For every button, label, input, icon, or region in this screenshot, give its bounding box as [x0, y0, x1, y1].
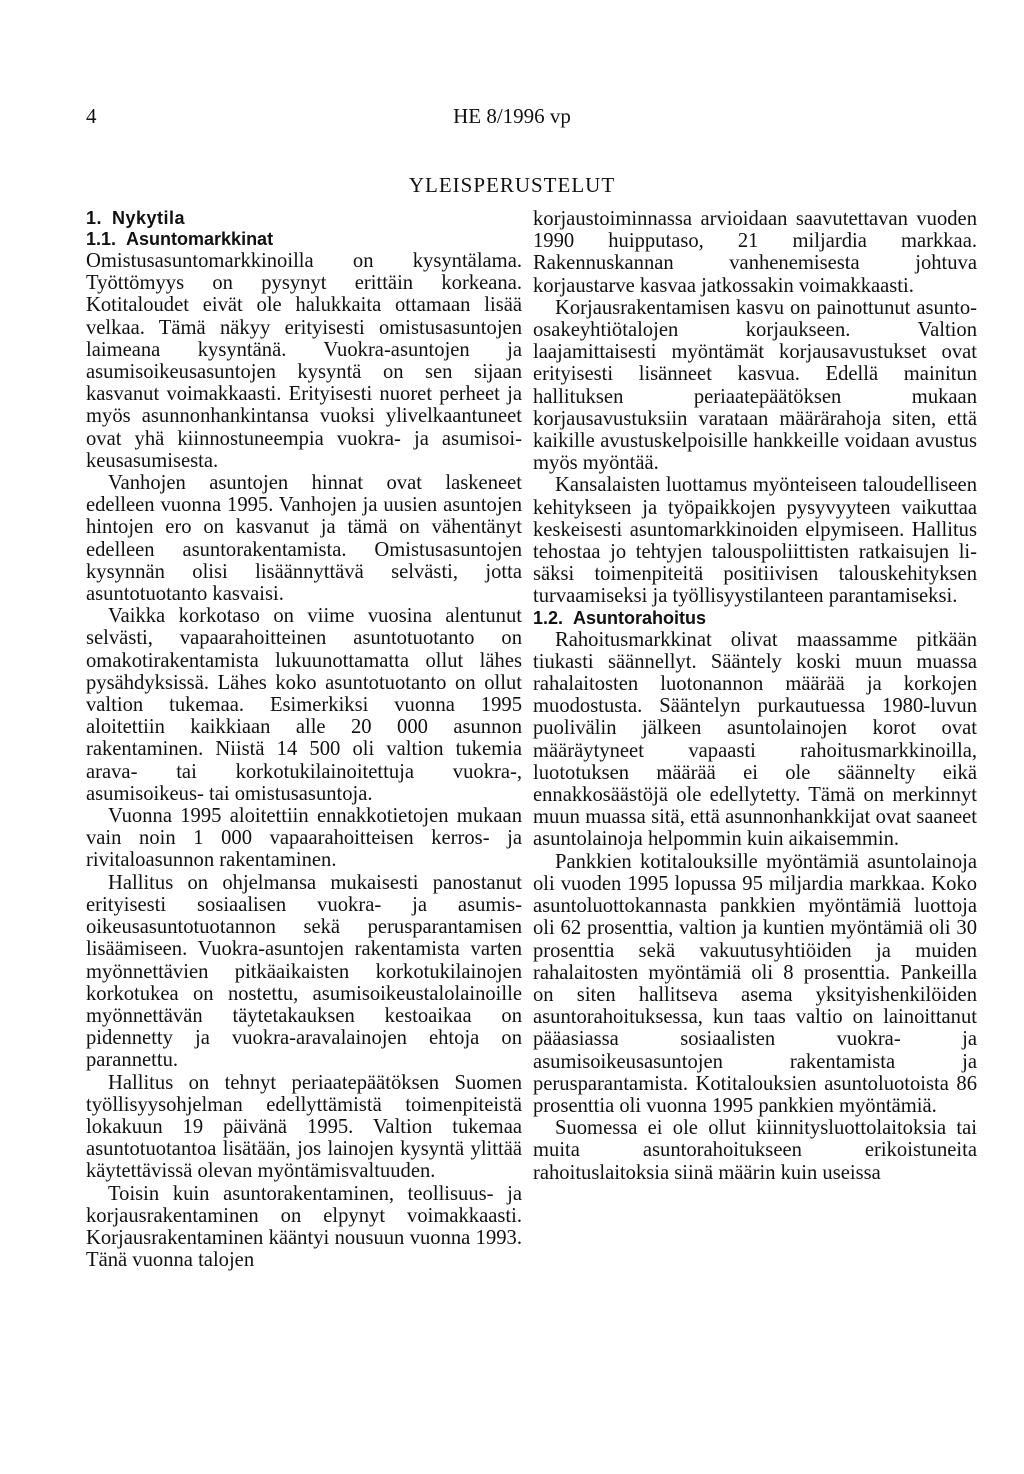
- paragraph: Hallitus on tehnyt periaatepäätöksen Suomen työllisyysohjelman edellyttämistä toimenpiteistä lokakuun 19 päivänä 1995. Valtion tukemaa asuntotuotantoa lisätään, jos lainojen kysyntä ylittää käytettävissä olevan myöntämisvaltuuden.: [86, 1071, 522, 1183]
- heading-title: Asuntomarkkinat: [126, 229, 274, 249]
- paragraph: Vanhojen asuntojen hinnat ovat laskeneet edelleen vuonna 1995. Vanhojen ja uusien asuntojen hintojen ero on kasvanut ja tämä on vähentänyt edelleen asuntorakentamista. Omistusasuntojen kysynnän olisi lisäännyttävä selvästi, jotta asuntotuotanto kasvaisi.: [86, 472, 522, 606]
- right-column: [533, 208, 977, 1184]
- paragraph: Korjausrakentamisen kasvu on painottunut asunto-osakeyhtiötalojen korjaukseen. Valtion laajamittaisesti myöntämät korjausavustukset ovat erityisesti lisänneet kasvua. Edellä mainitun hallituksen periaatepäätöksen mukaan korjausavustuksiin varataan määrärahoja siten, että kaikille avustuskelpoisille hankkeille voidaan avustus myös myöntää.: [533, 296, 977, 475]
- paragraph: Rahoitusmarkkinat olivat maassamme pitkään tiukasti säännellyt. Sääntely koski muun muassa rahalaitosten luotonannon määrää ja korkojen muodostusta. Sääntelyn purkautuessa 1980-luvun puolivälin jälkeen asuntolainojen korot ovat määräytyneet vapaasti rahoitusmarkkinoilla, luototuksen määrää ei ole säännelty eikä ennakkosäästöjä ole edellytetty. Tämä on merkinnyt muun muassa sitä, että asunnonhankkijat ovat saaneet asuntolainoja helpommin kuin aikaisemmin.: [533, 628, 977, 851]
- left-column: [86, 208, 522, 1271]
- paragraph: korjaustoiminnassa arvioidaan saavutettavan vuoden 1990 huipputaso, 21 miljardia markkaa. Rakennuskannan vanhenemisesta johtuva korjaustarve kasvaa jatkossakin voimakkaasti.: [533, 208, 977, 297]
- heading-number: 1.1.: [86, 229, 117, 249]
- running-head: HE 8/1996 vp: [453, 104, 571, 128]
- paragraph: Hallitus on ohjelmansa mukaisesti panostanut erityisesti sosiaalisen vuokra- ja asumisoikeusasuntotuotannon sekä perusparantamisen lisäämiseen. Vuokra-asuntojen rakentamista varten myönnettävien pitkäaikaisten korkotukilainojen korkotukea on nostettu, asumisoikeustalolainoille myönnettävän täytetakauksen kestoaikaa on pidennetty ja vuokra-aravalainojen ehtoja on parannettu.: [86, 871, 522, 1072]
- paragraph: Pankkien kotitalouksille myöntämiä asuntolainoja oli vuoden 1995 lopussa 95 miljardia markkaa. Koko asuntoluottokannasta pankkien myöntämiä luottoja oli 62 prosenttia, valtion ja kuntien myöntämiä oli 30 prosenttia sekä vakuutusyhtiöiden ja muiden rahalaitosten myöntämiä oli 8 prosenttia. Pankeilla on siten hallitseva asema yksityishenkilöiden asuntorahoituksessa, kun taas valtio on lainoittanut pääasiassa sosiaalisten vuokra- ja asumisoikeusasuntojen rakentamista ja perusparantamista. Kotitalouksien asuntoluotoista 86 prosenttia oli vuonna 1995 pankkien myöntämiä.: [533, 850, 977, 1117]
- heading-asuntorahoitus: [533, 608, 977, 629]
- heading-asuntomarkkinat: [86, 229, 522, 250]
- heading-number: 1.2.: [533, 607, 564, 628]
- heading-title: Asuntorahoitus: [573, 607, 707, 628]
- paragraph: Omistusasuntomarkkinoilla on kysyntälama. Työttömyys on pysynyt erittäin korkeana. Kotitaloudet eivät ole halukkaita ottamaan lisää velkaa. Tämä näkyy erityisesti omistusasuntojen laimeana kysyntänä. Vuokra-asuntojen ja asumisoikeusasuntojen kysyntä on sen sijaan kasvanut voimakkaasti. Erityisesti nuoret perheet ja myös asunnonhankintansa vuoksi ylivelkaantuneet ovat yhä kiinnostuneempia vuokra- ja asumisoikeusasumisesta.: [86, 250, 522, 472]
- paragraph: Vaikka korkotaso on viime vuosina alentunut selvästi, vapaarahoitteinen asuntotuotanto on omakotirakentamista lukuunottamatta ollut lähes pysähdyksissä. Lähes koko asuntotuotanto on ollut valtion tukemaa. Esimerkiksi vuonna 1995 aloitettiin kaikkiaan alle 20 000 asunnon rakentaminen. Niistä 14 500 oli valtion tukemia arava- tai korkotukilainoitettuja vuokra-, asumisoikeus- tai omistusasuntoja.: [86, 605, 522, 805]
- paragraph: Kansalaisten luottamus myönteiseen taloudelliseen kehitykseen ja työpaikkojen pysyvyyteen vaikuttaa keskeisesti asuntomarkkinoiden elpymiseen. Hallitus tehostaa jo tehtyjen talouspoliittisten ratkaisujen lisäksi toimenpiteitä positiivisen talouskehityksen turvaamiseksi ja työllisyystilanteen parantamiseksi.: [533, 474, 977, 608]
- paragraph: Suomessa ei ole ollut kiinnitysluottolaitoksia tai muita asuntorahoitukseen erikoistuneita rahoituslaitoksia siinä määrin kuin useissa: [533, 1117, 977, 1184]
- heading-number: 1.: [86, 208, 103, 228]
- heading-nykytila: [86, 208, 522, 229]
- section-title: YLEISPERUSTELUT: [408, 173, 616, 197]
- paragraph: Vuonna 1995 aloitettiin ennakkotietojen mukaan vain noin 1 000 vapaarahoitteisen kerros- ja rivitaloasunnon rakentaminen.: [86, 805, 522, 872]
- heading-title: Nykytila: [112, 208, 186, 228]
- page-number: 4: [86, 104, 97, 128]
- paragraph: Toisin kuin asuntorakentaminen, teollisuus- ja korjausrakentaminen on elpynyt voimakkaasti. Korjausrakentaminen kääntyi nousuun vuonna 1993. Tänä vuonna talojen: [86, 1182, 522, 1272]
